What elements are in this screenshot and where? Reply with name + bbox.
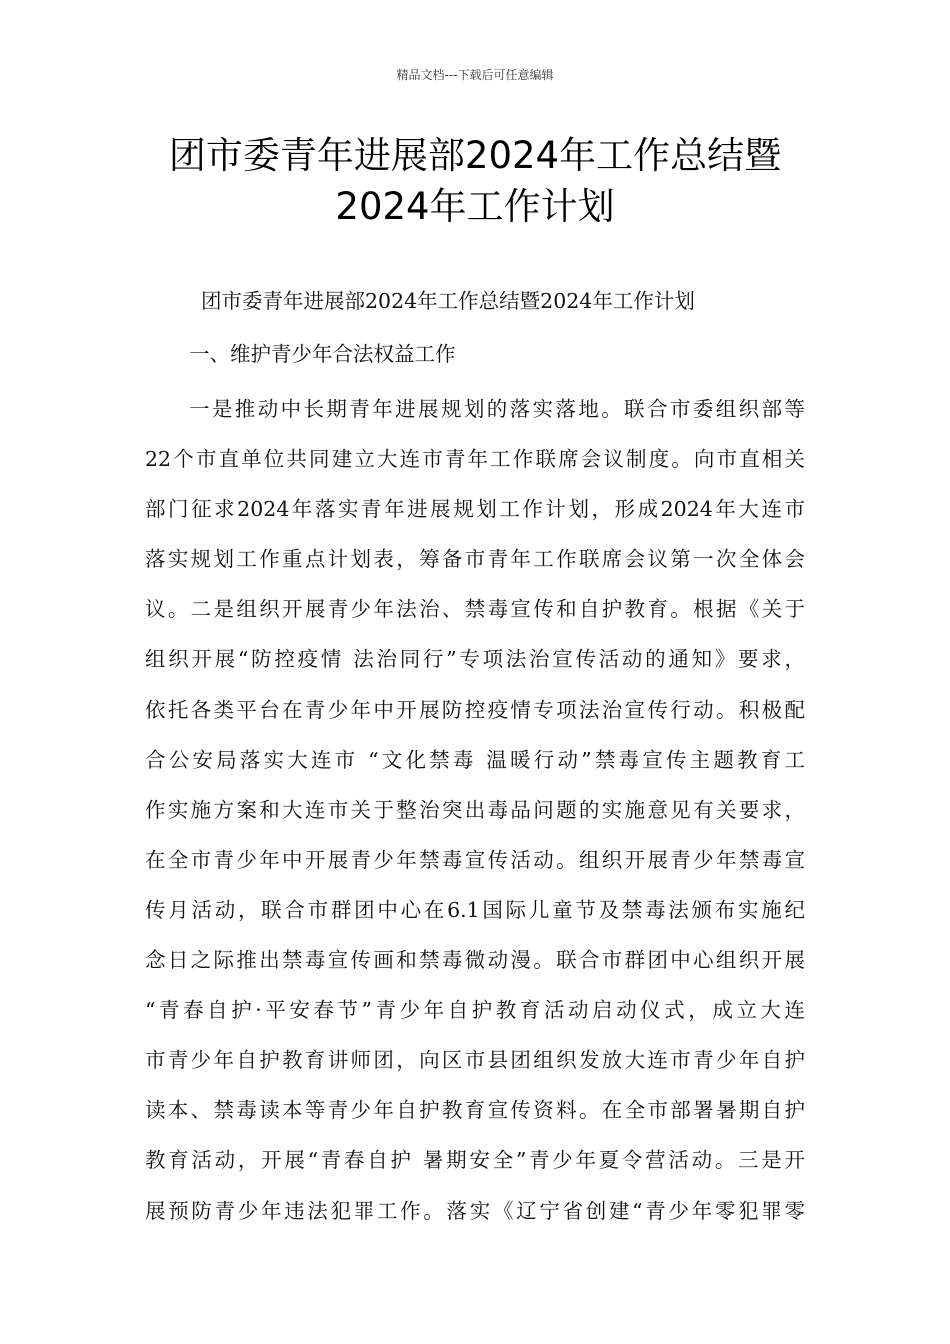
paragraph-line: 作实施方案和大连市关于整治突出毒品问题的实施意见有关要求， <box>145 797 805 822</box>
paragraph-line: 落实规划工作重点计划表，筹备市青年工作联席会议第一次全体会 <box>145 547 805 572</box>
paragraph-line: 展预防青少年违法犯罪工作。落实《辽宁省创建“青少年零犯罪零 <box>145 1198 805 1223</box>
paragraph-line: 部门征求2024年落实青年进展规划工作计划，形成2024年大连市 <box>145 497 805 522</box>
paragraph-line: 组织开展“防控疫情 法治同行”专项法治宣传活动的通知》要求， <box>145 647 805 672</box>
paragraph-line: “青春自护·平安春节”青少年自护教育活动启动仪式，成立大连 <box>145 998 805 1023</box>
paragraph-line: 念日之际推出禁毒宣传画和禁毒微动漫。联合市群团中心组织开展 <box>145 948 805 973</box>
paragraph-line: 读本、禁毒读本等青少年自护教育宣传资料。在全市部署暑期自护 <box>145 1098 805 1123</box>
title-line-1: 团市委青年进展部2024年工作总结暨 <box>168 134 782 177</box>
title-line-2: 2024年工作计划 <box>335 185 615 228</box>
paragraph-line: 传月活动，联合市群团中心在6.1国际儿童节及禁毒法颁布实施纪 <box>145 897 805 922</box>
document-title <box>0 130 950 232</box>
paragraph-line: 一是推动中长期青年进展规划的落实落地。联合市委组织部等 <box>189 397 805 421</box>
header-note: 精品文档---下载后可任意编辑 <box>396 68 554 82</box>
paragraph-line: 议。二是组织开展青少年法治、禁毒宣传和自护教育。根据《关于 <box>145 597 805 622</box>
paragraph-line: 22个市直单位共同建立大连市青年工作联席会议制度。向市直相关 <box>145 447 805 472</box>
body-paragraph <box>145 384 805 1236</box>
paragraph-line: 合公安局落实大连市 “文化禁毒 温暖行动”禁毒宣传主题教育工 <box>145 747 805 772</box>
paragraph-line: 依托各类平台在青少年中开展防控疫情专项法治宣传行动。积极配 <box>145 697 805 722</box>
paragraph-line: 教育活动，开展“青春自护 暑期安全”青少年夏令营活动。三是开 <box>145 1148 805 1173</box>
paragraph-line: 市青少年自护教育讲师团，向区市县团组织发放大连市青少年自护 <box>145 1048 805 1073</box>
section-heading: 一、维护青少年合法权益工作 <box>189 342 456 366</box>
subtitle: 团市委青年进展部2024年工作总结暨2024年工作计划 <box>201 289 695 313</box>
paragraph-line: 在全市青少年中开展青少年禁毒宣传活动。组织开展青少年禁毒宣 <box>145 847 805 872</box>
